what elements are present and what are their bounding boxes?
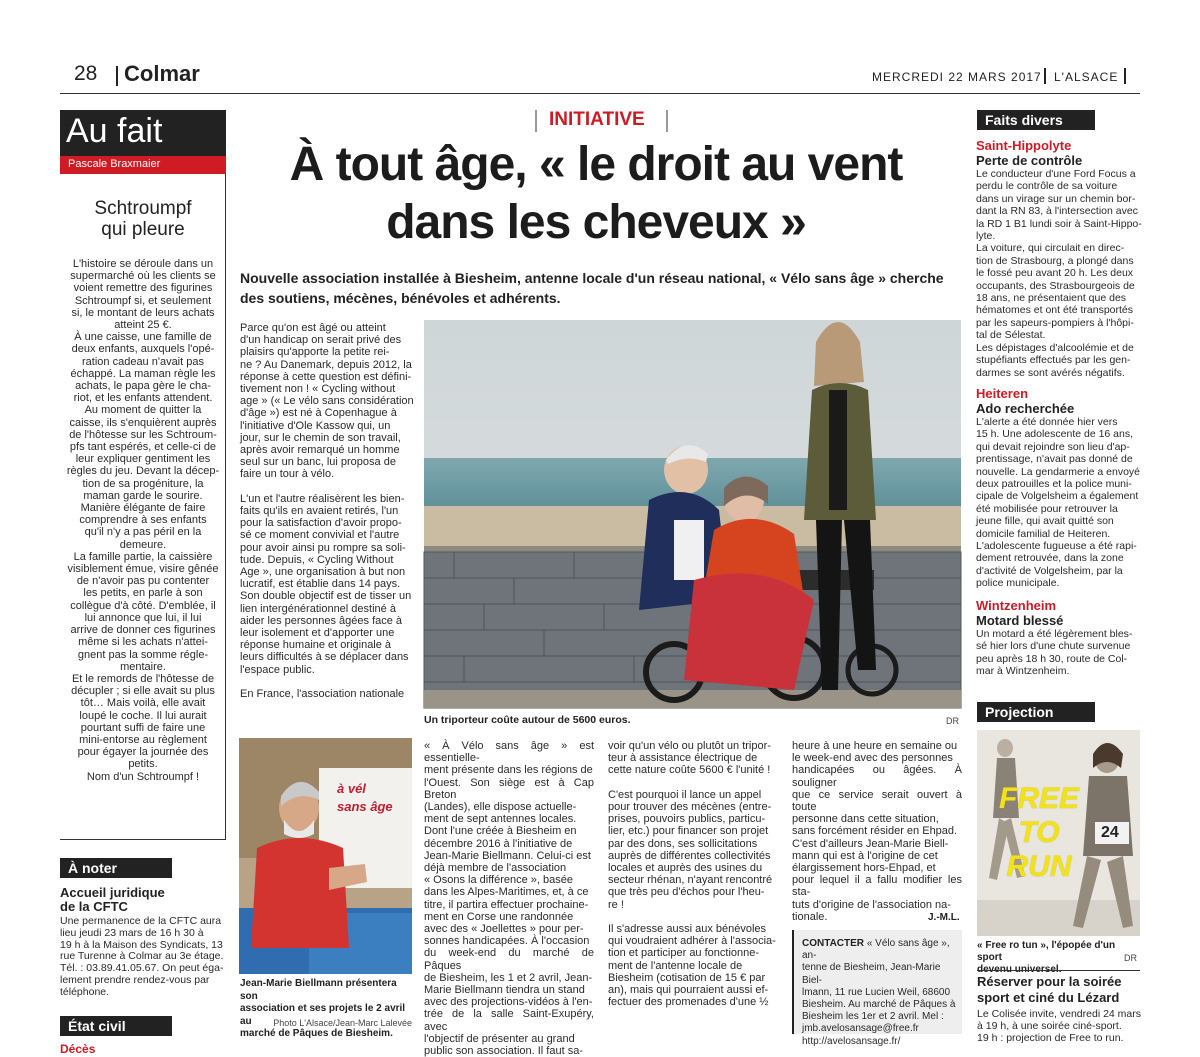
fd-item-1 — [976, 138, 1144, 379]
article-column-3: voir qu'un vélo ou plutôt un tripor- teur à assistance électrique de cette nature coûte 5600 € l'unité ! C'est pourquoi il lance un appel pour trouver des mécènes (entre- prises, pouvoirs publics, particu- lier, etc.) pour financer son projet par des dons, ses sollicitations auprès de différentes collectivités locales et auprès des usines du secteur rhénan, n'ayant rencontré que très peu d'échos pour l'heu- re ! Il s'adresse aussi aux bénévoles qui voudraient adhérer à l'associa- tion et participer au fonctionne- ment de l'antenne locale de Biesheim (cotisation de 15 € par an), mais qui pourraient aussi ef- fectuer des promenades d'une ½ — [608, 740, 776, 1009]
header-divider — [1124, 68, 1126, 84]
projection-title: Projection — [977, 702, 1095, 722]
au-fait-subtitle: Schtroumpf qui pleure — [94, 198, 192, 240]
page-header — [60, 62, 1140, 88]
portrait-caption: Jean-Marie Biellmann présentera son association et ses projets le 2 avril au marché de Pâques de Biesheim. — [240, 978, 406, 1039]
fd-item-2-place: Heiteren — [976, 386, 1029, 401]
fd-item-3-body: Un motard a été légèrement bles- sé hier lors d'une chute survenue peu après 18 h 30, route de Col- mar à Wintzenheim. — [976, 628, 1133, 678]
projection-caption: « Free ro tun », l'épopée d'un sport — [977, 940, 1116, 963]
contact-body: « Vélo sans âge », an- tenne de Biesheim, Jean-Marie Biel- lmann, 11 rue Lucien Weil, 68600 Biesheim. Au marché de Pâques à Biesheim les 1er et 2 avril. Mel : jmb.avelosansage@free.fr http://avelosansage.fr/ — [802, 938, 956, 1047]
article-column-1: Parce qu'on est âgé ou atteint d'un handicap on serait privé des plaisirs qu'apporte la petite rei- ne ? Au Danemark, depuis 2012, la réponse à cette question est défini- tivement non ! « Cycling without age » (« Le vélo sans considération d'âge ») est né à Copenhague à l'initiative d'Ole Kassow qui, un jour, sur le chemin de son travail, après avoir remarqué un homme seul sur un banc, lui proposa de faire un tour à vélo. L'un et l'autre réalisèrent les bien- faits qu'ils en avaient retirés, l'un pour la satisfaction d'avoir propo- sé ce moment convivial et l'autre pour avoir ainsi pu rompre sa soli- tude. Depuis, « Cycling Without Age », une organisation à but non lucratif, est établie dans 14 pays. Son double objectif est de tisser un lien intergénérationnel destiné à aider les personnes âgées face à leur isolement et d'apporter une réponse humaine et originale à leurs difficultés à se déplacer dans l'espace public. En France, l'association nationale — [240, 322, 414, 701]
header-date: MERCREDI 22 MARS 2017 — [872, 70, 1042, 84]
header-divider — [116, 66, 118, 86]
kicker-bar-left — [535, 110, 537, 132]
main-photo-caption: Un triporteur coûte autour de 5600 euros. — [424, 714, 631, 726]
projection-headline: Réserver pour la soirée sport et ciné du Lézard — [977, 974, 1122, 1005]
portrait-credit: Photo L'Alsace/Jean-Marc Lalevée — [273, 1018, 412, 1028]
a-noter-body: Une permanence de la CFTC aura lieu jeudi 23 mars de 16 h 30 à 19 h à la Maison des Syndicats, 13 rue Turenne à Colmar au 3e étage. Tél. : 03.89.41.05.67. On peut éga- lement prendre rendez-vous par téléphone. — [60, 915, 224, 998]
fd-item-1-headline: Perte de contrôle — [976, 153, 1083, 168]
au-fait-title-bar — [60, 110, 226, 156]
au-fait-author: Pascale Braxmaier — [68, 158, 161, 170]
fd-item-3-place: Wintzenheim — [976, 598, 1057, 613]
projection-poster — [977, 730, 1140, 936]
a-noter-title: À noter — [60, 858, 172, 878]
main-photo — [424, 320, 961, 708]
article-kicker — [535, 108, 670, 134]
projection-credit: DR — [1124, 953, 1137, 963]
contact-text — [802, 938, 962, 1047]
article-headline: À tout âge, « le droit au vent dans les cheveux » — [289, 138, 903, 249]
faits-divers-title: Faits divers — [977, 110, 1095, 130]
fd-item-3 — [976, 598, 1144, 680]
fd-item-1-body: Le conducteur d'une Ford Focus a perdu le contrôle de sa voiture dans un virage sur un chemin bor- dant la RN 83, à l'intersection avec la RD 1 B1 lundi soir à Saint-Hippo- lyte. La voiture, qui circulait en direc- tion de Strasbourg, a plongé dans le fossé peu avant 20 h. Les deux occupants, des Strasbourgeois de 18 ans, ne présentaient que des hématomes et ont été transportés par les sapeurs-pompiers à l'hôpi- tal de Sélestat. Les dépistages d'alcoolémie et de stupéfiants effectués par les gen- darmes se sont avérés négatifs. — [976, 168, 1142, 379]
article-column-2: « À Vélo sans âge » est essentielle- ment présente dans les régions de l'Ouest. Son siège est à Cap Breton (Landes), elle dispose actuelle- ment de sept antennes locales. Dont l'une créée à Biesheim en décembre 2016 à l'initiative de Jean-Marie Biellmann. Celui-ci est déjà membre de l'association « Osons la différence », basée dans les Alpes-Maritimes, et, à ce titre, il partira effectuer prochaine- ment en Corse une randonnée avec des « Joellettes » pour per- sonnes handicapées. À l'occasion du week-end du marché de Pâques de Biesheim, les 1 et 2 avril, Jean- Marie Biellmann tiendra un stand avec des projections-vidéos à l'en- trée de la salle Saint-Exupéry, avec l'objectif de présenter au grand public son association. Il faut sa- — [424, 740, 594, 1057]
contact-label: CONTACTER — [802, 938, 865, 949]
fd-item-1-place: Saint-Hippolyte — [976, 138, 1072, 153]
header-divider — [1044, 68, 1046, 84]
poster-bib-number: 24 — [1101, 824, 1119, 841]
a-noter-section — [60, 858, 226, 1008]
etat-civil-title: État civil — [60, 1016, 172, 1036]
fd-item-2-body: L'alerte a été donnée hier vers 15 h. Une adolescente de 16 ans, qui devait rejoindre son lieu d'ap- prentissage, n'avait pas donné de nouvelle. La gendarmerie a envoyé deux patrouilles et la police muni- cipale de Volgelsheim a également été mobilisée pour retrouver la jeune fille, qui avait quitté son domicile familial de Heiteren. L'adolescente fugueuse a été rapi- dement retrouvée, dans la zone d'activité de Volgelsheim, par la police municipale. — [976, 416, 1141, 590]
article-lede: Nouvelle association installée à Biesheim, antenne locale d'un réseau national, « Vélo sans âge » cherche des soutiens, mécènes, bénévoles et adhérents. — [240, 270, 944, 306]
article-column-4: heure à une heure en semaine ou le week-end avec des personnes handicapées ou âgées. À souligner que ce service serait ouvert à toute personne dans cette situation, sans forcément résider en Ehpad. C'est d'ailleurs Jean-Marie Biell- mann qui est à l'origine de cet élargissement hors-Ehpad, et pour lequel il a fallu modifier les sta- tuts d'origine de l'association na- tionale. — [792, 740, 962, 923]
portrait-sign-text: à vél sans âge — [337, 781, 393, 814]
header-paper-name: L'ALSACE — [1054, 70, 1119, 84]
portrait-photo — [239, 738, 412, 974]
projection-body: Le Colisée invite, vendredi 24 mars à 19 h, à une soirée ciné-sport. 19 h : projection de Free to run. — [977, 1008, 1142, 1045]
article-signature: J.-M.L. — [928, 912, 960, 923]
kicker-label: INITIATIVE — [549, 109, 645, 130]
fd-item-2-headline: Ado recherchée — [976, 401, 1075, 416]
contact-box — [792, 930, 962, 1047]
page-number: 28 — [74, 62, 98, 85]
a-noter-headline: Accueil juridique de la CFTC — [60, 885, 165, 914]
etat-civil-cut-line: Décès — [60, 1042, 96, 1056]
au-fait-body: L'histoire se déroule dans un supermarché où les clients se voient remettre des figurines Schtroumpf si, et seulement si, le montant de leurs achats atteint 25 €. À une caisse, une famille de deux enfants, auxquels l'opé- ration cadeau n'avait pas échappé. La maman règle les achats, le papa gère le cha- riot, et les enfants attendent. Au moment de quitter la caisse, ils s'enquièrent auprès de l'hôtesse sur les Schtroum- pfs tant espérés, et celle-ci de leur expliquer gentiment les règles du jeu. Devant la décep- tion de sa progéniture, la maman garde le sourire. Manière élégante de faire comprendre à ses enfants qu'il n'y a pas péril en la demeure. La famille partie, la caissière visiblement émue, visire gênée de n'avoir pas pu contenter les petits, en parle à son collègue d'à côté. D'emblée, il lui annonce que lui, il lui arrive de donner ces figurines même si les achats n'attei- gnent pas la somme régle- mentaire. Et le remords de l'hôtesse de décupler ; si elle avait su plus tôt… Mais voilà, elle avait loupé le coche. Il lui aurait pourtant suffi de faire une mini-entorse au règlement pour égayer la journée des petits. Nom d'un Schtroumpf ! — [66, 258, 220, 783]
au-fait-title: Au fait — [66, 112, 163, 150]
projection-rule — [977, 970, 1140, 971]
au-fait-box — [60, 110, 226, 840]
poster-title: FREE TO RUN — [999, 782, 1080, 883]
section-title: Colmar — [124, 61, 200, 86]
fd-item-3-headline: Motard blessé — [976, 613, 1064, 628]
main-photo-credit: DR — [946, 716, 959, 726]
au-fait-author-bar — [60, 156, 226, 174]
fd-item-2 — [976, 386, 1144, 592]
kicker-bar-right — [666, 110, 668, 132]
header-rule — [60, 93, 1140, 94]
